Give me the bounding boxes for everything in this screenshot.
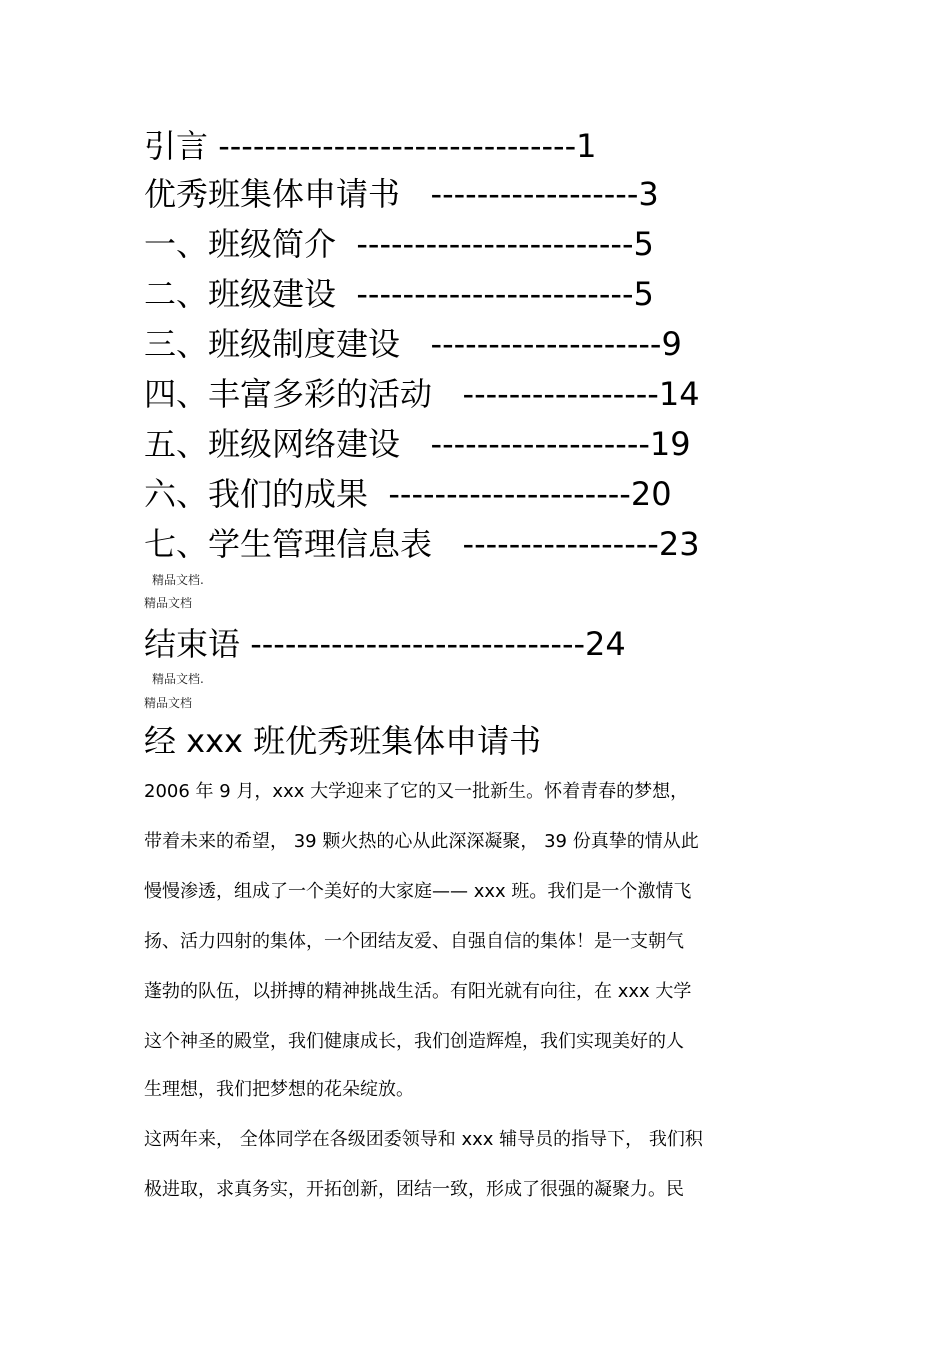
toc-entry-class-intro[interactable] (144, 224, 654, 264)
toc-leader: ------------------ (430, 175, 639, 213)
toc-page-number: 3 (638, 175, 659, 213)
toc-title: 七、学生管理信息表 (144, 525, 433, 563)
toc-title: 结束语 (144, 625, 241, 663)
paragraph-line: 这个神圣的殿堂，我们健康成长，我们创造辉煌，我们实现美好的人 (144, 1031, 684, 1052)
toc-title: 优秀班集体申请书 (144, 175, 401, 213)
toc-page-number: 20 (630, 475, 672, 513)
paragraph-line: 蓬勃的队伍，以拼搏的精神挑战生活。有阳光就有向往，在 xxx 大学 (144, 981, 692, 1002)
toc-leader: ------------------------ (356, 275, 634, 313)
toc-leader: ------------------- (430, 425, 650, 463)
toc-title: 引言 (144, 127, 209, 165)
toc-page-number: 19 (649, 425, 691, 463)
toc-entry-class-rules[interactable] (144, 324, 682, 364)
paragraph-line: 2006 年 9 月，xxx 大学迎来了它的又一批新生。怀着青春的梦想， (144, 781, 689, 802)
watermark-text: 精品文档. (152, 672, 204, 686)
watermark-text: 精品文档. (152, 573, 204, 587)
toc-title: 四、丰富多彩的活动 (144, 375, 433, 413)
toc-page-number: 23 (658, 525, 700, 563)
toc-title: 六、我们的成果 (144, 475, 369, 513)
toc-page-number: 5 (633, 275, 654, 313)
toc-entry-class-building[interactable] (144, 274, 654, 314)
toc-entry-intro[interactable] (144, 126, 597, 166)
paragraph-line: 带着未来的希望， 39 颗火热的心从此深深凝聚， 39 份真挚的情从此 (144, 831, 699, 852)
paragraph-line: 这两年来， 全体同学在各级团委领导和 xxx 辅导员的指导下， 我们积 (144, 1129, 703, 1150)
paragraph-line: 生理想，我们把梦想的花朵绽放。 (144, 1079, 414, 1100)
toc-page-number: 1 (576, 127, 597, 165)
paragraph-line: 极进取，求真务实，开拓创新，团结一致，形成了很强的凝聚力。民 (144, 1179, 684, 1200)
toc-entry-student-info[interactable] (144, 524, 700, 564)
paragraph-line: 慢慢渗透，组成了一个美好的大家庭—— xxx 班。我们是一个激情飞 (144, 881, 692, 902)
toc-leader: ------------------------------- (218, 127, 577, 165)
toc-title: 二、班级建设 (144, 275, 337, 313)
toc-title: 五、班级网络建设 (144, 425, 401, 463)
toc-entry-application[interactable] (144, 174, 659, 214)
toc-page-number: 5 (633, 225, 654, 263)
toc-leader: ------------------------ (356, 225, 634, 263)
toc-leader: -------------------- (430, 325, 662, 363)
toc-leader: ----------------- (462, 375, 659, 413)
toc-entry-achievements[interactable] (144, 474, 672, 514)
toc-entry-conclusion[interactable] (144, 624, 626, 664)
paragraph-line: 扬、活力四射的集体，一个团结友爱、自强自信的集体！是一支朝气 (144, 931, 684, 952)
toc-title: 一、班级简介 (144, 225, 337, 263)
watermark-text: 精品文档 (144, 696, 193, 710)
toc-page-number: 14 (658, 375, 700, 413)
watermark-text: 精品文档 (144, 596, 193, 610)
toc-entry-network[interactable] (144, 424, 691, 464)
toc-page-number: 24 (585, 625, 626, 663)
toc-entry-activities[interactable] (144, 374, 700, 414)
toc-title: 三、班级制度建设 (144, 325, 401, 363)
toc-leader: ----------------- (462, 525, 659, 563)
toc-leader: --------------------- (388, 475, 631, 513)
section-heading: 经 xxx 班优秀班集体申请书 (144, 722, 542, 760)
toc-leader: ----------------------------- (250, 625, 586, 663)
toc-page-number: 9 (661, 325, 682, 363)
